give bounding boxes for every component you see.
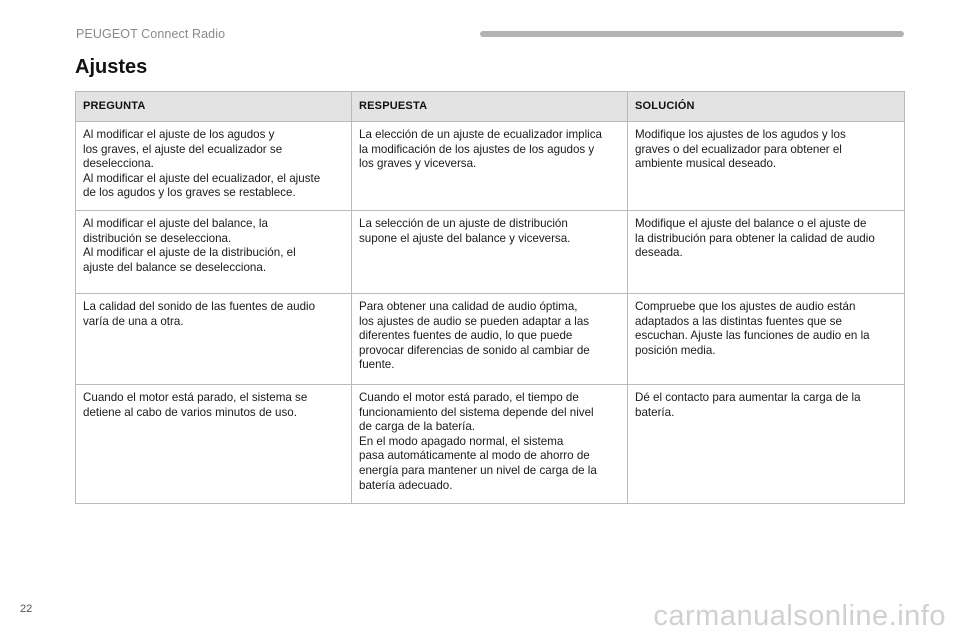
cell-text-line: Compruebe que los ajustes de audio están: [635, 300, 856, 313]
cell-text-line: Al modificar el ajuste del ecualizador, el ajuste: [83, 171, 321, 185]
cell-text-line: graves o del ecualizador para obtener el: [635, 142, 842, 156]
cell-text-line: funcionamiento del sistema depende del nivel: [359, 405, 594, 419]
cell-text-line: La selección de un ajuste de distribución: [359, 217, 568, 230]
header-divider-bar: [480, 31, 904, 37]
cell-text-line: batería.: [635, 405, 675, 419]
cell-text-line: deseada.: [635, 246, 683, 260]
cell-text-line: Dé el contacto para aumentar la carga de la: [635, 391, 861, 404]
cell-text-line: Cuando el motor está parado, el tiempo de: [359, 391, 579, 404]
cell-text-line: los graves, el ajuste del ecualizador se: [83, 142, 283, 156]
table-header-row: [76, 92, 905, 122]
cell-text-line: de carga de la batería.: [359, 420, 476, 434]
cell-solucion: [628, 385, 905, 504]
cell-solucion: [628, 122, 905, 211]
watermark: carmanualsonline.info: [653, 600, 946, 632]
cell-text-line: fuente.: [359, 358, 395, 372]
cell-text-line: supone el ajuste del balance y viceversa.: [359, 231, 571, 245]
cell-text-line: La elección de un ajuste de ecualizador implica: [359, 128, 602, 141]
cell-text-line: detiene al cabo de varios minutos de uso.: [83, 405, 297, 419]
cell-text-line: los graves y viceversa.: [359, 157, 477, 171]
cell-text-line: deselecciona.: [83, 157, 154, 171]
cell-text-line: Modifique los ajustes de los agudos y los: [635, 128, 846, 141]
cell-text-line: distribución se deselecciona.: [83, 231, 232, 245]
cell-text-line: energía para mantener un nivel de carga de la: [359, 463, 597, 477]
cell-text-line: Para obtener una calidad de audio óptima,: [359, 300, 578, 313]
cell-text-line: diferentes fuentes de audio, lo que puede: [359, 329, 573, 343]
cell-pregunta: [76, 294, 352, 385]
cell-text-line: ambiente musical deseado.: [635, 157, 777, 171]
table-row: [76, 385, 905, 504]
cell-text-line: La calidad del sonido de las fuentes de audio: [83, 300, 316, 313]
cell-text-line: adaptados a las distintas fuentes que se: [635, 314, 842, 328]
cell-respuesta: [352, 122, 628, 211]
table-row: [76, 294, 905, 385]
cell-text-line: ajuste del balance se deselecciona.: [83, 260, 267, 274]
cell-text-line: Al modificar el ajuste de los agudos y: [83, 128, 275, 141]
troubleshooting-table: [75, 91, 905, 504]
column-header-solucion: SOLUCIÓN: [628, 92, 905, 122]
column-header-pregunta: PREGUNTA: [76, 92, 352, 122]
cell-respuesta: [352, 211, 628, 294]
cell-text-line: batería adecuado.: [359, 478, 453, 492]
cell-pregunta: [76, 385, 352, 504]
cell-text-line: de los agudos y los graves se restablece.: [83, 186, 296, 200]
cell-text-line: varía de una a otra.: [83, 314, 184, 328]
cell-solucion: [628, 294, 905, 385]
cell-text-line: la distribución para obtener la calidad de audio: [635, 231, 875, 245]
cell-text-line: escuchan. Ajuste las funciones de audio en la: [635, 329, 870, 343]
cell-text-line: Modifique el ajuste del balance o el ajuste de: [635, 217, 867, 230]
cell-solucion: [628, 211, 905, 294]
table-row: [76, 122, 905, 211]
cell-text-line: Al modificar el ajuste de la distribución, el: [83, 246, 296, 260]
cell-text-line: posición media.: [635, 343, 716, 357]
cell-pregunta: [76, 122, 352, 211]
cell-pregunta: [76, 211, 352, 294]
cell-respuesta: [352, 385, 628, 504]
page-number: 22: [20, 603, 33, 615]
table-row: [76, 211, 905, 294]
cell-text-line: Cuando el motor está parado, el sistema se: [83, 391, 308, 404]
cell-text-line: provocar diferencias de sonido al cambiar de: [359, 343, 590, 357]
page-title: Ajustes: [75, 56, 148, 78]
cell-text-line: los ajustes de audio se pueden adaptar a las: [359, 314, 590, 328]
cell-text-line: Al modificar el ajuste del balance, la: [83, 217, 268, 230]
cell-respuesta: [352, 294, 628, 385]
cell-text-line: la modificación de los ajustes de los agudos y: [359, 142, 595, 156]
cell-text-line: pasa automáticamente al modo de ahorro de: [359, 449, 590, 463]
cell-text-line: En el modo apagado normal, el sistema: [359, 434, 564, 448]
column-header-respuesta: RESPUESTA: [352, 92, 628, 122]
header-brand: PEUGEOT Connect Radio: [76, 27, 226, 41]
